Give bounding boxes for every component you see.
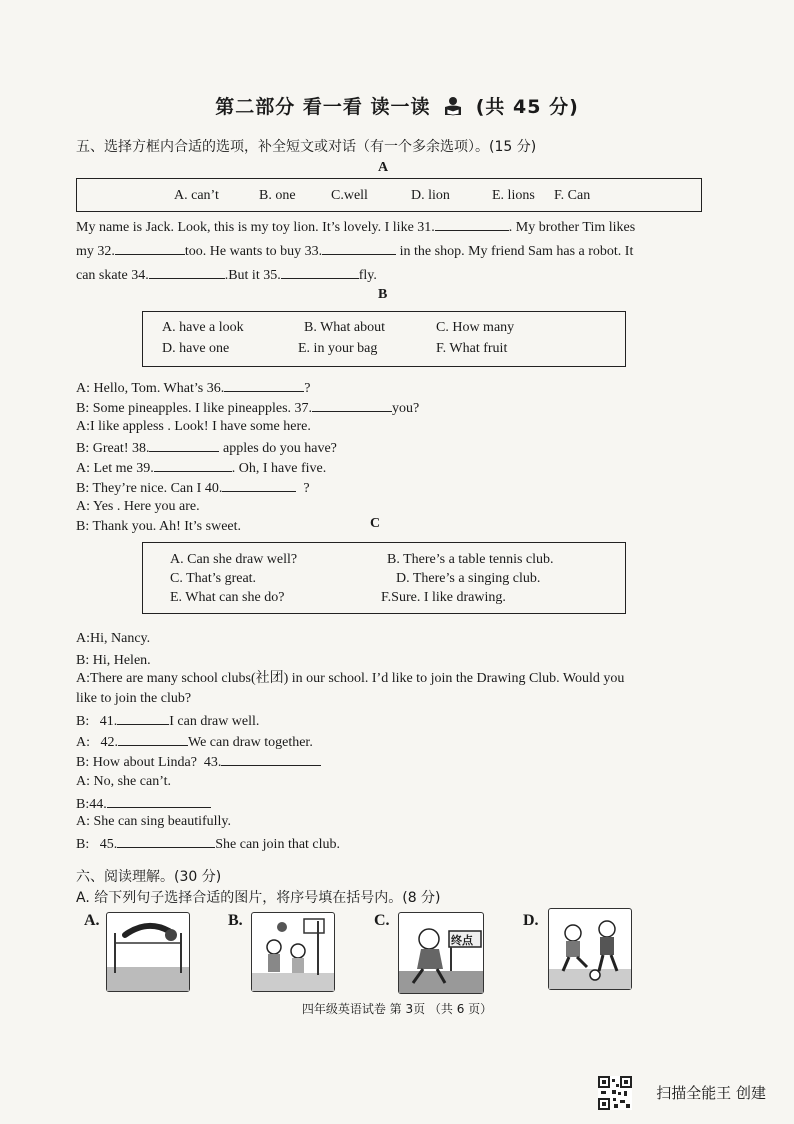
passage-line: can skate 34. .But it 35. fly.: [76, 263, 694, 287]
blank-number: 33.: [304, 244, 323, 259]
answer-blank[interactable]: [224, 376, 304, 392]
part-a-option: E. lions: [492, 188, 535, 203]
answer-blank[interactable]: [115, 239, 185, 255]
part-b-option: B. What about: [304, 320, 386, 335]
picture-label: C.: [374, 912, 390, 929]
blank-number: 37.: [294, 401, 313, 416]
blank-number: 44.: [89, 797, 107, 812]
blank-number: 32.: [97, 244, 115, 259]
basketball-icon: [251, 912, 335, 992]
dialogue-line: A: Let me 39. . Oh, I have five.: [76, 456, 326, 479]
answer-blank[interactable]: [322, 239, 396, 255]
football-icon: [548, 908, 632, 990]
blank-number: 39.: [136, 461, 154, 476]
passage-line: My name is Jack. Look, this is my toy lion. It’s lovely. I like 31. . My brother Tim likes: [76, 215, 694, 239]
dialogue-line: A:I like appless . Look! I have some here.: [76, 419, 311, 434]
dialogue-line: A:There are many school clubs(社团) in our school. I’d like to join the Drawing Club. Would you: [76, 671, 625, 686]
part-b-option: E. in your bag: [298, 341, 378, 356]
part-a-option: D. lion: [411, 188, 450, 203]
part-a-option: B. one: [259, 188, 296, 203]
blank-number: 45.: [99, 837, 118, 852]
part-a-option: A. can’t: [174, 188, 219, 203]
part-c-option: A. Can she draw well?: [170, 552, 298, 567]
dialogue-line: B: How about Linda? 43.: [76, 750, 321, 773]
answer-blank[interactable]: [221, 750, 321, 766]
dialogue-line: B:44.: [76, 792, 211, 815]
blank-number: 34.: [131, 268, 149, 283]
part-b-option: D. have one: [162, 341, 230, 356]
section-title-right: (共 45 分): [475, 96, 579, 118]
dialogue-line: A: Hello, Tom. What’s 36. ?: [76, 376, 310, 399]
answer-blank[interactable]: [117, 832, 215, 848]
finish-sign-text: 终点: [451, 934, 473, 947]
blank-number: 42.: [100, 735, 118, 750]
scanner-watermark: 扫描全能王 创建: [656, 1084, 766, 1102]
blank-number: 35.: [263, 268, 281, 283]
answer-blank[interactable]: [117, 709, 169, 725]
answer-blank[interactable]: [312, 396, 392, 412]
dialogue-line: B: They’re nice. Can I 40. ?: [76, 476, 310, 499]
part-c-option: C. That’s great.: [170, 571, 257, 586]
part-b-option: F. What fruit: [436, 341, 508, 356]
blank-number: 43.: [203, 755, 222, 770]
part-a-label: A: [378, 160, 389, 175]
page-footer: 四年级英语试卷 第 3页 （共 6 页）: [301, 1002, 493, 1016]
high-jump-icon: [106, 912, 190, 992]
answer-blank[interactable]: [107, 792, 211, 808]
part-a-passage: [76, 215, 694, 287]
part-b-option: A. have a look: [162, 320, 244, 335]
dialogue-line: B: Some pineapples. I like pineapples. 37. you?: [76, 396, 419, 419]
dialogue-line: B: 45. She can join that club.: [76, 832, 340, 855]
blank-number: 31.: [417, 220, 435, 235]
answer-blank[interactable]: [281, 263, 359, 279]
part-b-option: C. How many: [436, 320, 515, 335]
part-b-label: B: [378, 287, 388, 302]
dialogue-line: A: Yes . Here you are.: [76, 499, 200, 514]
answer-blank[interactable]: [118, 730, 188, 746]
dialogue-line: A: No, she can’t.: [76, 774, 171, 789]
dialogue-line: like to join the club?: [76, 691, 192, 706]
answer-blank[interactable]: [154, 456, 232, 472]
section6-heading: 六、阅读理解。(30 分): [76, 869, 222, 885]
part-c-option: B. There’s a table tennis club.: [387, 552, 554, 567]
dialogue-line: B: Thank you. Ah! It’s sweet.: [76, 519, 242, 534]
part-a-option: C.well: [331, 188, 368, 203]
part-c-option: F.Sure. I like drawing.: [381, 590, 506, 605]
blank-number: 41.: [99, 714, 118, 729]
part-c-label: C: [370, 516, 381, 531]
picture-label: B.: [228, 912, 243, 929]
dialogue-line: A:Hi, Nancy.: [76, 631, 151, 646]
part-c-option: E. What can she do?: [170, 590, 285, 605]
part-a-option: F. Can: [554, 188, 591, 203]
blank-number: 36.: [206, 381, 225, 396]
blank-number: 38.: [131, 441, 150, 456]
qr-code-icon: [598, 1076, 632, 1110]
dialogue-line: B: Hi, Helen.: [76, 653, 151, 668]
picture-label: A.: [84, 912, 100, 929]
answer-blank[interactable]: [435, 215, 509, 231]
running-finish-icon: [398, 912, 484, 994]
section-title: [0, 92, 794, 119]
passage-line: my 32. too. He wants to buy 33. in the shop. My friend Sam has a robot. It: [76, 239, 694, 263]
part-a-option-box: [76, 178, 702, 212]
blank-number: 40.: [204, 481, 223, 496]
part-c-option: D. There’s a singing club.: [396, 571, 541, 586]
picture-label: D.: [523, 912, 539, 929]
section-title-left: 第二部分 看一看 读一读: [215, 96, 431, 118]
answer-blank[interactable]: [222, 476, 296, 492]
dialogue-line: B: Great! 38. apples do you have?: [76, 436, 337, 459]
dialogue-line: A: 42. We can draw together.: [76, 730, 313, 753]
answer-blank[interactable]: [149, 263, 225, 279]
answer-blank[interactable]: [149, 436, 219, 452]
section5-heading: 五、选择方框内合适的选项，补全短文或对话（有一个多余选项）。(15 分): [76, 139, 537, 155]
dialogue-line: A: She can sing beautifully.: [76, 814, 232, 829]
section6-part-a-heading: A. 给下列句子选择合适的图片，将序号填在括号内。(8 分): [76, 890, 441, 906]
dialogue-line: B: 41. I can draw well.: [76, 709, 259, 732]
reader-icon: [442, 96, 464, 116]
